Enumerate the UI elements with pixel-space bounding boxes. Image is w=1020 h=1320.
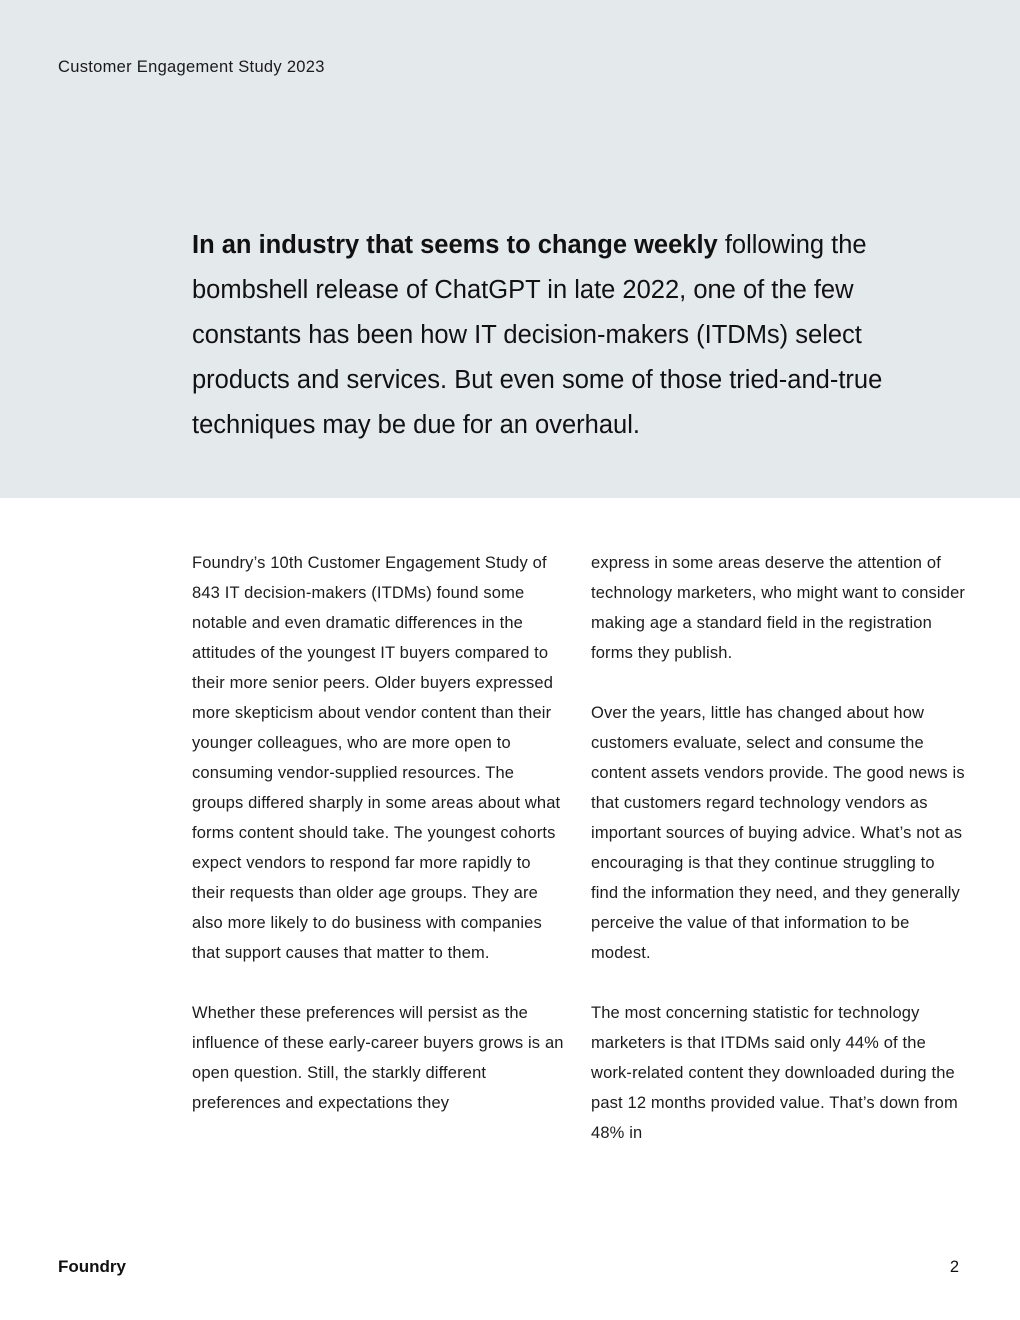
body-paragraph: Whether these preferences will persist as the influence of these early-career buyers grows is an open question. Still, the starkly different preferences and expectations they [192, 1004, 564, 1112]
intro-lead: In an industry that seems to change weekly [192, 231, 718, 259]
running-title: Customer Engagement Study 2023 [58, 58, 325, 76]
body-paragraph: The most concerning statistic for technology marketers is that ITDMs said only 44% of the work-related content they downloaded during the past 12 months provided value. That’s down from 48% in [591, 1004, 958, 1142]
body-paragraph: Over the years, little has changed about how customers evaluate, select and consume the content assets vendors provide. The good news is that customers regard technology vendors as important sources of buying advice. What’s not as encouraging is that they continue struggling to find the information they need, and they generally perceive the value of that information to be modest. [591, 704, 965, 962]
body-column-right [591, 548, 966, 1178]
intro-rest: following the bombshell release of ChatGPT in late 2022, one of the few constants has been how IT decision-makers (ITDMs) select products and services. But even some of those tried-and-true techniques may be due for an overhaul. [192, 231, 883, 439]
intro-paragraph [192, 223, 912, 448]
hero-banner [0, 0, 1020, 498]
page-number: 2 [949, 1258, 959, 1276]
footer-brand-logo: Foundry [58, 1257, 126, 1276]
body-paragraph: Foundry’s 10th Customer Engagement Study of 843 IT decision-makers (ITDMs) found some notable and even dramatic differences in the attitudes of the youngest IT buyers compared to their more senior peers. Older buyers expressed more skepticism about vendor content than their younger colleagues, who are more open to consuming vendor-supplied resources. The groups differed sharply in some areas about what forms content should take. The youngest cohorts expect vendors to respond far more rapidly to their requests than older age groups. They are also more likely to do business with companies that support causes that matter to them. [192, 554, 561, 962]
body-column-left [192, 548, 564, 1148]
body-paragraph: express in some areas deserve the attention of technology marketers, who might want to consider making age a standard field in the registration forms they publish. [591, 554, 966, 662]
